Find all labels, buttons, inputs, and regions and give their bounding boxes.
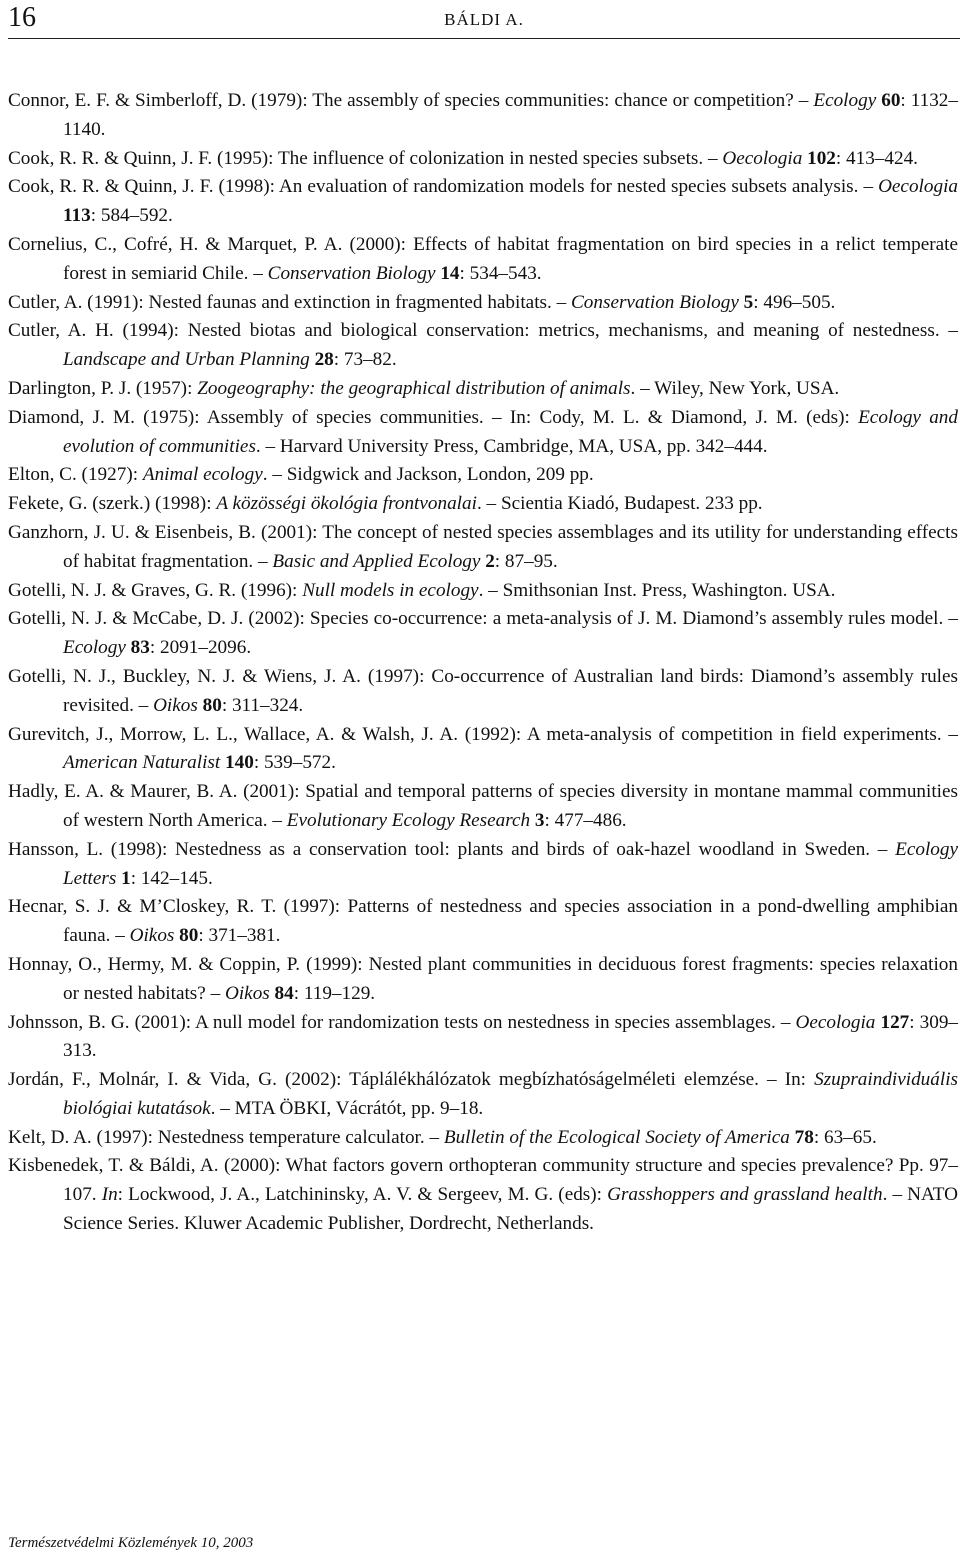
reference-text: : 63–65. xyxy=(813,1126,877,1148)
reference-text: Cook, R. R. & Quinn, J. F. (1995): The influence of colonization in nested species subsets. – xyxy=(8,147,723,169)
reference-entry xyxy=(8,461,958,490)
reference-entry xyxy=(8,317,958,375)
reference-title-italic: Evolutionary Ecology Research xyxy=(286,809,531,831)
reference-text: : 309–313. xyxy=(63,1011,959,1062)
reference-volume: 2 xyxy=(485,550,495,572)
reference-entry xyxy=(8,577,958,606)
reference-text: : 142–145. xyxy=(130,867,213,889)
reference-title-italic: Ecology xyxy=(813,90,877,111)
reference-list xyxy=(8,87,958,1239)
reference-text: : Lockwood, J. A., Latchininsky, A. V. & Sergeev, M. G. (eds): xyxy=(117,1184,608,1206)
reference-text: Kisbenedek, T. & Báldi, A. (2000): What factors govern orthopteran community structure and species prevalence? Pp. 97–107. xyxy=(8,1155,958,1206)
reference-text: : 534–543. xyxy=(459,262,542,284)
reference-title-italic: Ecology xyxy=(63,637,126,659)
page-number: 16 xyxy=(8,2,36,33)
reference-title-italic: In xyxy=(101,1184,118,1206)
reference-volume: 28 xyxy=(314,349,334,371)
reference-volume: 5 xyxy=(743,291,754,313)
reference-entry xyxy=(8,231,958,289)
reference-text: Jordán, F., Molnár, I. & Vida, G. (2002): Táplálékhálózatok megbízhatóságelméleti elemzése. – In: xyxy=(8,1069,815,1091)
reference-text: Cutler, A. H. (1994): Nested biotas and biological conservation: metrics, mechanisms, and meaning of nestedness. – xyxy=(8,320,958,342)
reference-volume: 113 xyxy=(63,205,91,227)
reference-entry xyxy=(8,375,958,404)
reference-text: : 496–505. xyxy=(753,291,836,313)
reference-entry xyxy=(8,836,958,894)
reference-title-italic: Oikos xyxy=(129,925,175,947)
reference-entry xyxy=(8,893,958,951)
reference-volume: 102 xyxy=(807,147,836,169)
page-header xyxy=(8,0,960,39)
reference-entry xyxy=(8,173,958,231)
reference-text: Hecnar, S. J. & M’Closkey, R. T. (1997): Patterns of nestedness and species association in a pond-dwelling amphibian fauna. – xyxy=(8,896,958,947)
reference-text: . – NATO Science Series. Kluwer Academic Publisher, Dordrecht, Netherlands. xyxy=(63,1184,958,1235)
reference-text: : 371–381. xyxy=(198,925,281,947)
reference-title-italic: Oecologia xyxy=(722,147,803,169)
reference-entry xyxy=(8,778,958,836)
reference-entry xyxy=(8,145,958,174)
reference-text: Fekete, G. (szerk.) (1998): xyxy=(8,493,217,515)
reference-title-italic: Oecologia xyxy=(878,176,958,198)
reference-volume: 60 xyxy=(881,90,901,111)
reference-text: : 477–486. xyxy=(544,809,627,831)
reference-volume: 3 xyxy=(534,809,545,831)
reference-text: . – Smithsonian Inst. Press, Washington. USA. xyxy=(478,579,836,601)
reference-text: : 584–592. xyxy=(90,205,173,227)
reference-text: Gurevitch, J., Morrow, L. L., Wallace, A. & Walsh, J. A. (1992): A meta-analysis of competition in field experiments. – xyxy=(8,723,958,745)
reference-entry xyxy=(8,1066,958,1124)
reference-text: Ganzhorn, J. U. & Eisenbeis, B. (2001): The concept of nested species assemblages and its utility for understanding effects of habitat fragmentation. – xyxy=(8,521,958,572)
reference-entry xyxy=(8,289,958,318)
reference-title-italic: Oikos xyxy=(153,694,198,716)
reference-title-italic: Conservation Biology xyxy=(267,262,436,284)
reference-title-italic: Conservation Biology xyxy=(571,291,739,313)
reference-entry xyxy=(8,1124,958,1153)
reference-volume: 1 xyxy=(121,867,131,889)
reference-volume: 140 xyxy=(225,752,254,774)
reference-entry xyxy=(8,1009,958,1067)
reference-text: Hadly, E. A. & Maurer, B. A. (2001): Spatial and temporal patterns of species diversity in montane mammal communities of western North America. – xyxy=(8,781,958,831)
reference-text: Gotelli, N. J. & Graves, G. R. (1996): xyxy=(8,579,303,601)
reference-text: : 119–129. xyxy=(293,982,376,1004)
reference-title-italic: Ecology Letters xyxy=(63,838,958,889)
reference-text: Elton, C. (1927): xyxy=(8,464,143,486)
reference-entry xyxy=(8,1152,958,1238)
reference-text: . – Wiley, New York, USA. xyxy=(630,377,840,399)
reference-text: Connor, E. F. & Simberloff, D. (1979): The assembly of species communities: chance or competition? – xyxy=(8,90,814,111)
reference-entry xyxy=(8,951,958,1009)
reference-entry xyxy=(8,519,958,577)
reference-title-italic: Animal ecology xyxy=(142,464,263,486)
reference-text: Kelt, D. A. (1997): Nestedness temperature calculator. – xyxy=(8,1126,444,1148)
reference-text: : 539–572. xyxy=(253,752,336,774)
reference-volume: 78 xyxy=(794,1126,814,1148)
reference-text: Darlington, P. J. (1957): xyxy=(8,377,198,399)
reference-text: . – Harvard University Press, Cambridge, MA, USA, pp. 342–444. xyxy=(255,435,768,457)
reference-text: Hansson, L. (1998): Nestedness as a conservation tool: plants and birds of oak-hazel woodland in Sweden. – xyxy=(8,838,896,860)
reference-title-italic: A közösségi ökológia frontvonalai xyxy=(216,493,477,515)
reference-text: Johnsson, B. G. (2001): A null model for randomization tests on nestedness in species assemblages. – xyxy=(8,1011,796,1033)
reference-text: : 1132–1140. xyxy=(63,90,958,140)
reference-text: . – Sidgwick and Jackson, London, 209 pp. xyxy=(262,464,594,486)
reference-title-italic: Szupraindividuális biológiai kutatások xyxy=(63,1069,958,1119)
reference-text: Honnay, O., Hermy, M. & Coppin, P. (1999): Nested plant communities in deciduous forest fragments: species relaxation or nested habitats? – xyxy=(8,953,958,1004)
reference-title-italic: Oikos xyxy=(224,982,270,1004)
reference-text: Diamond, J. M. (1975): Assembly of species communities. – In: Cody, M. L. & Diamond, J. M. (eds): xyxy=(8,406,859,428)
reference-text: : 73–82. xyxy=(333,349,397,371)
reference-text: . – Scientia Kiadó, Budapest. 233 pp. xyxy=(476,493,763,515)
reference-title-italic: Oecologia xyxy=(795,1011,876,1033)
reference-volume: 80 xyxy=(202,694,222,716)
running-head: BÁLDI A. xyxy=(444,10,524,29)
reference-volume: 83 xyxy=(130,637,150,659)
reference-title-italic: Null models in ecology xyxy=(302,579,479,601)
reference-text: . – MTA ÖBKI, Vácrátót, pp. 9–18. xyxy=(210,1097,484,1119)
reference-title-italic: Bulletin of the Ecological Society of America xyxy=(443,1126,790,1148)
reference-text: Gotelli, N. J., Buckley, N. J. & Wiens, J. A. (1997): Co-occurrence of Australian land birds: Diamond’s assembly rules revisited. – xyxy=(8,665,958,716)
reference-title-italic: Zoogeography: the geographical distribution of animals xyxy=(197,377,631,399)
reference-title-italic: Landscape and Urban Planning xyxy=(63,349,310,371)
reference-entry xyxy=(8,605,958,663)
reference-entry xyxy=(8,404,958,462)
reference-volume: 127 xyxy=(880,1011,910,1033)
reference-text: Cook, R. R. & Quinn, J. F. (1998): An evaluation of randomization models for nested species subsets analysis. – xyxy=(8,176,879,198)
reference-title-italic: Basic and Applied Ecology xyxy=(272,550,481,572)
reference-title-italic: American Naturalist xyxy=(63,752,221,774)
reference-entry xyxy=(8,490,958,519)
reference-text: : 2091–2096. xyxy=(149,637,252,659)
reference-volume: 80 xyxy=(179,925,199,947)
journal-footer: Természetvédelmi Közlemények 10, 2003 xyxy=(8,1535,254,1551)
reference-title-italic: Grasshoppers and grassland health xyxy=(607,1184,883,1206)
reference-text: Cornelius, C., Cofré, H. & Marquet, P. A. (2000): Effects of habitat fragmentation on bird species in a relict temperate forest in semiarid Chile. – xyxy=(8,233,958,284)
reference-title-italic: Ecology and evolution of communities xyxy=(63,406,958,457)
reference-entry xyxy=(8,721,958,779)
reference-volume: 84 xyxy=(274,982,294,1004)
reference-text: : 413–424. xyxy=(835,147,918,169)
reference-text: Gotelli, N. J. & McCabe, D. J. (2002): Species co-occurrence: a meta-analysis of J. M. Diamond’s assembly rules model. – xyxy=(8,608,958,630)
reference-text: : 311–324. xyxy=(221,694,304,716)
reference-text: : 87–95. xyxy=(494,550,558,572)
reference-text: Cutler, A. (1991): Nested faunas and extinction in fragmented habitats. – xyxy=(8,291,571,313)
reference-entry xyxy=(8,87,958,145)
reference-volume: 14 xyxy=(440,262,460,284)
reference-entry xyxy=(8,663,958,721)
